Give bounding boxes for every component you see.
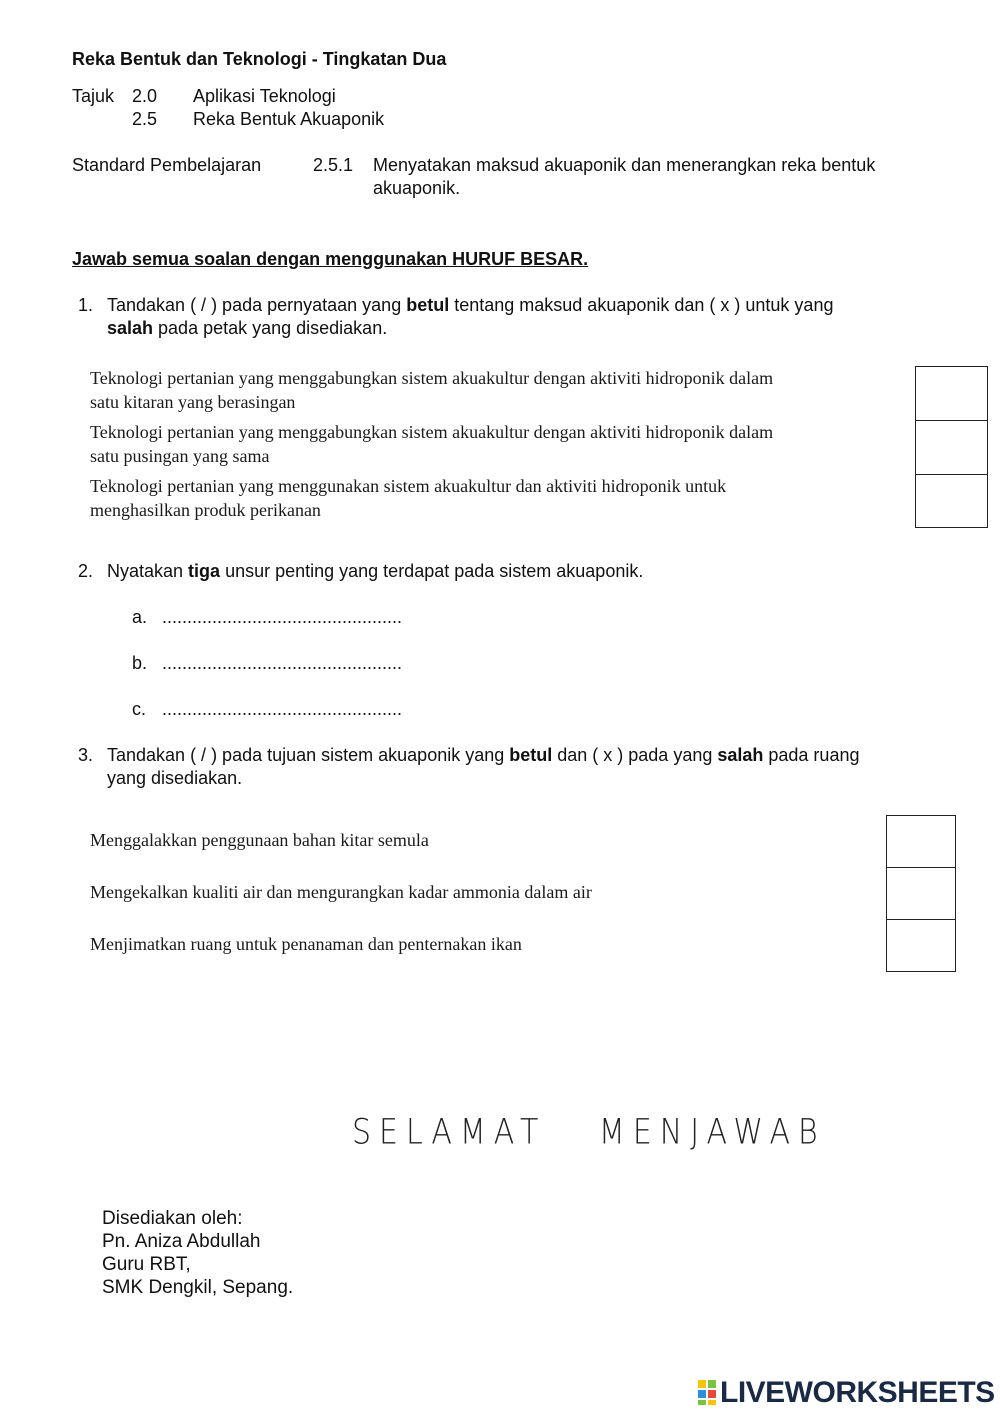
standard-text-line2: akuaponik. xyxy=(373,178,461,198)
worksheet-title: Reka Bentuk dan Teknologi - Tingkatan Dua xyxy=(72,49,447,69)
q3-statement-1: Menggalakkan penggunaan bahan kitar semula xyxy=(90,830,429,850)
q3-number: 3. xyxy=(78,745,94,765)
standard-code: 2.5.1 xyxy=(313,155,354,175)
liveworksheets-logo-icon xyxy=(698,1380,718,1406)
q1-answer-box-3[interactable] xyxy=(915,474,988,528)
q1-prompt-line1: Tandakan ( / ) pada pernyataan yang betul tentang maksud akuaponik dan ( x ) untuk yang xyxy=(107,295,834,315)
q2-answer-a-field[interactable]: ................................................ xyxy=(162,607,403,627)
q2-answer-b-field[interactable]: ................................................ xyxy=(162,653,403,673)
q3-prompt-line1: Tandakan ( / ) pada tujuan sistem akuaponik yang betul dan ( x ) pada yang salah pada ruang xyxy=(107,745,860,765)
liveworksheets-watermark: LIVEWORKSHEETS xyxy=(720,1376,995,1409)
q1-answer-box-2[interactable] xyxy=(915,420,988,475)
q3-prompt-line2: yang disediakan. xyxy=(107,768,243,788)
q1-number: 1. xyxy=(78,295,94,315)
q3-answer-box-3[interactable] xyxy=(886,919,956,972)
closing-message: SELAMAT MENJAWAB xyxy=(352,1112,826,1153)
q3-answer-box-2[interactable] xyxy=(886,867,956,920)
prepared-by-label: Disediakan oleh: xyxy=(102,1208,243,1229)
topic-code-2: 2.5 xyxy=(132,109,158,129)
q2-prompt: Nyatakan tiga unsur penting yang terdapat pada sistem akuaponik. xyxy=(107,561,644,581)
q2-answer-c-field[interactable]: ................................................ xyxy=(162,699,403,719)
prepared-by-school: SMK Dengkil, Sepang. xyxy=(102,1277,294,1298)
q3-answer-box-1[interactable] xyxy=(886,815,956,868)
q2-answer-b-label: b. xyxy=(132,653,148,673)
q1-statement-1: Teknologi pertanian yang menggabungkan sistem akuakultur dengan aktiviti hidroponik dalam satu kitaran yang berasingan xyxy=(90,368,774,412)
q3-statement-3: Menjimatkan ruang untuk penanaman dan penternakan ikan xyxy=(90,934,522,954)
q1-statement-3: Teknologi pertanian yang menggunakan sistem akuakultur dan aktiviti hidroponik untuk menghasilkan produk perikanan xyxy=(90,476,727,520)
topic-label: Tajuk xyxy=(72,86,115,106)
topic-name-2: Reka Bentuk Akuaponik xyxy=(193,109,385,129)
q1-prompt-line2: salah pada petak yang disediakan. xyxy=(107,318,388,338)
q2-answer-c-label: c. xyxy=(132,699,147,719)
q3-statement-2: Mengekalkan kualiti air dan mengurangkan kadar ammonia dalam air xyxy=(90,882,592,902)
q2-number: 2. xyxy=(78,561,94,581)
instruction: Jawab semua soalan dengan menggunakan HURUF BESAR. xyxy=(72,249,589,269)
q1-answer-box-1[interactable] xyxy=(915,366,988,421)
prepared-by-name: Pn. Aniza Abdullah xyxy=(102,1231,261,1252)
q1-statement-2: Teknologi pertanian yang menggabungkan sistem akuakultur dengan aktiviti hidroponik dalam satu pusingan yang sama xyxy=(90,422,774,466)
topic-name-1: Aplikasi Teknologi xyxy=(193,86,336,106)
standard-label: Standard Pembelajaran xyxy=(72,155,262,175)
q2-answer-a-label: a. xyxy=(132,607,148,627)
topic-code-1: 2.0 xyxy=(132,86,158,106)
standard-text-line1: Menyatakan maksud akuaponik dan menerangkan reka bentuk xyxy=(373,155,876,175)
prepared-by-role: Guru RBT, xyxy=(102,1254,191,1275)
